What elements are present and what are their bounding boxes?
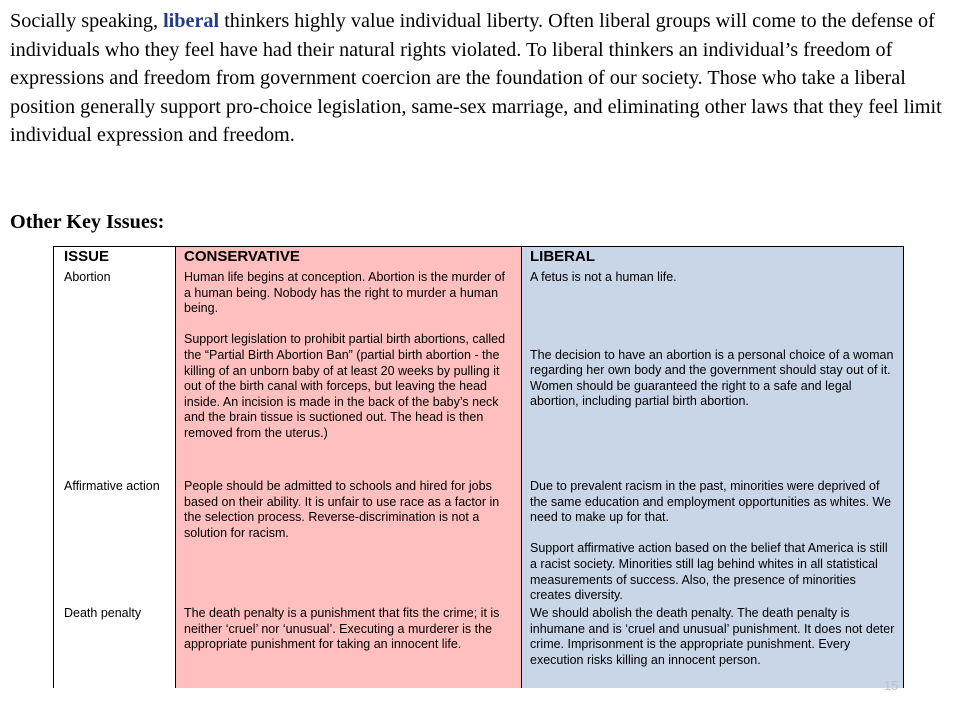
liberal-text: Due to prevalent racism in the past, minorities were deprived of the same education and employment opportunities as whites. We need to make up for that.	[530, 479, 892, 525]
liberal-cell	[522, 268, 904, 477]
table-header-row	[54, 246, 904, 270]
section-heading: Other Key Issues:	[10, 211, 165, 233]
table-row-death-penalty	[54, 604, 904, 688]
conservative-cell	[175, 604, 522, 688]
table-left-border	[53, 246, 54, 688]
intro-paragraph	[10, 7, 955, 150]
liberal-text: We should abolish the death penalty. The death penalty is inhumane and is ‘cruel and unusual’ punishment. It does not deter crime. Imprisonment is the appropriate punishment. Every execution risks killing an innocent person.	[530, 606, 895, 667]
header-issue: ISSUE	[54, 247, 175, 269]
intro-text-rest: thinkers highly value individual liberty. Often liberal groups will come to the defense of individuals who they feel have had their natural rights violated. To liberal thinkers an individual’s freedom of expressions and freedom from government coercion are the foundation of our society. Those who take a liberal position generally support pro-choice legislation, same-sex marriage, and eliminating other laws that they feel limit individual expression and freedom.	[10, 10, 942, 147]
issue-cell: Abortion	[54, 268, 175, 477]
conservative-cell	[175, 477, 522, 604]
issue-cell: Death penalty	[54, 604, 175, 688]
liberal-text: A fetus is not a human life.	[530, 270, 677, 284]
intro-keyword-liberal: liberal	[163, 10, 220, 32]
issue-cell: Affirmative action	[54, 477, 175, 604]
table-row-affirmative-action	[54, 477, 904, 605]
liberal-cell	[522, 604, 904, 688]
liberal-text: The decision to have an abortion is a personal choice of a woman regarding her own body and the government should stay out of it. Women should be guaranteed the right to a safe and legal abortion, including partial birth abortion.	[530, 347, 894, 409]
intro-text-start: Socially speaking,	[10, 10, 164, 32]
conservative-text: Human life begins at conception. Abortion is the murder of a human being. Nobody has the right to murder a human being.	[184, 270, 506, 316]
conservative-text: Support legislation to prohibit partial birth abortions, called the “Partial Birth Abortion Ban” (partial birth abortion - the killing of an unborn baby of at least 20 weeks by pulling it out of the birth canal with forceps, but leaving the head inside. An incision is made in the back of the baby’s neck and the brain tissue is suctioned out. The head is then removed from the uterus.)	[184, 332, 506, 440]
header-conservative: CONSERVATIVE	[175, 247, 522, 269]
header-liberal: LIBERAL	[522, 247, 904, 269]
table-row-abortion	[54, 268, 904, 478]
issues-table	[54, 246, 904, 688]
conservative-text: The death penalty is a punishment that fits the crime; it is neither ‘cruel’ nor ‘unusual’. Executing a murderer is the appropriate punishment for taking an innocent life.	[184, 606, 500, 652]
liberal-text: Support affirmative action based on the belief that America is still a racist society. Minorities still lag behind whites in all statistical measurements of success. Also, the presence of minorities creates diversity.	[530, 541, 888, 603]
conservative-text: People should be admitted to schools and hired for jobs based on their ability. It is unfair to use race as a factor in the selection process. Reverse-discrimination is not a solution for racism.	[184, 479, 500, 540]
conservative-cell	[175, 268, 522, 477]
page-number: 15	[884, 678, 899, 693]
liberal-cell	[522, 477, 904, 604]
